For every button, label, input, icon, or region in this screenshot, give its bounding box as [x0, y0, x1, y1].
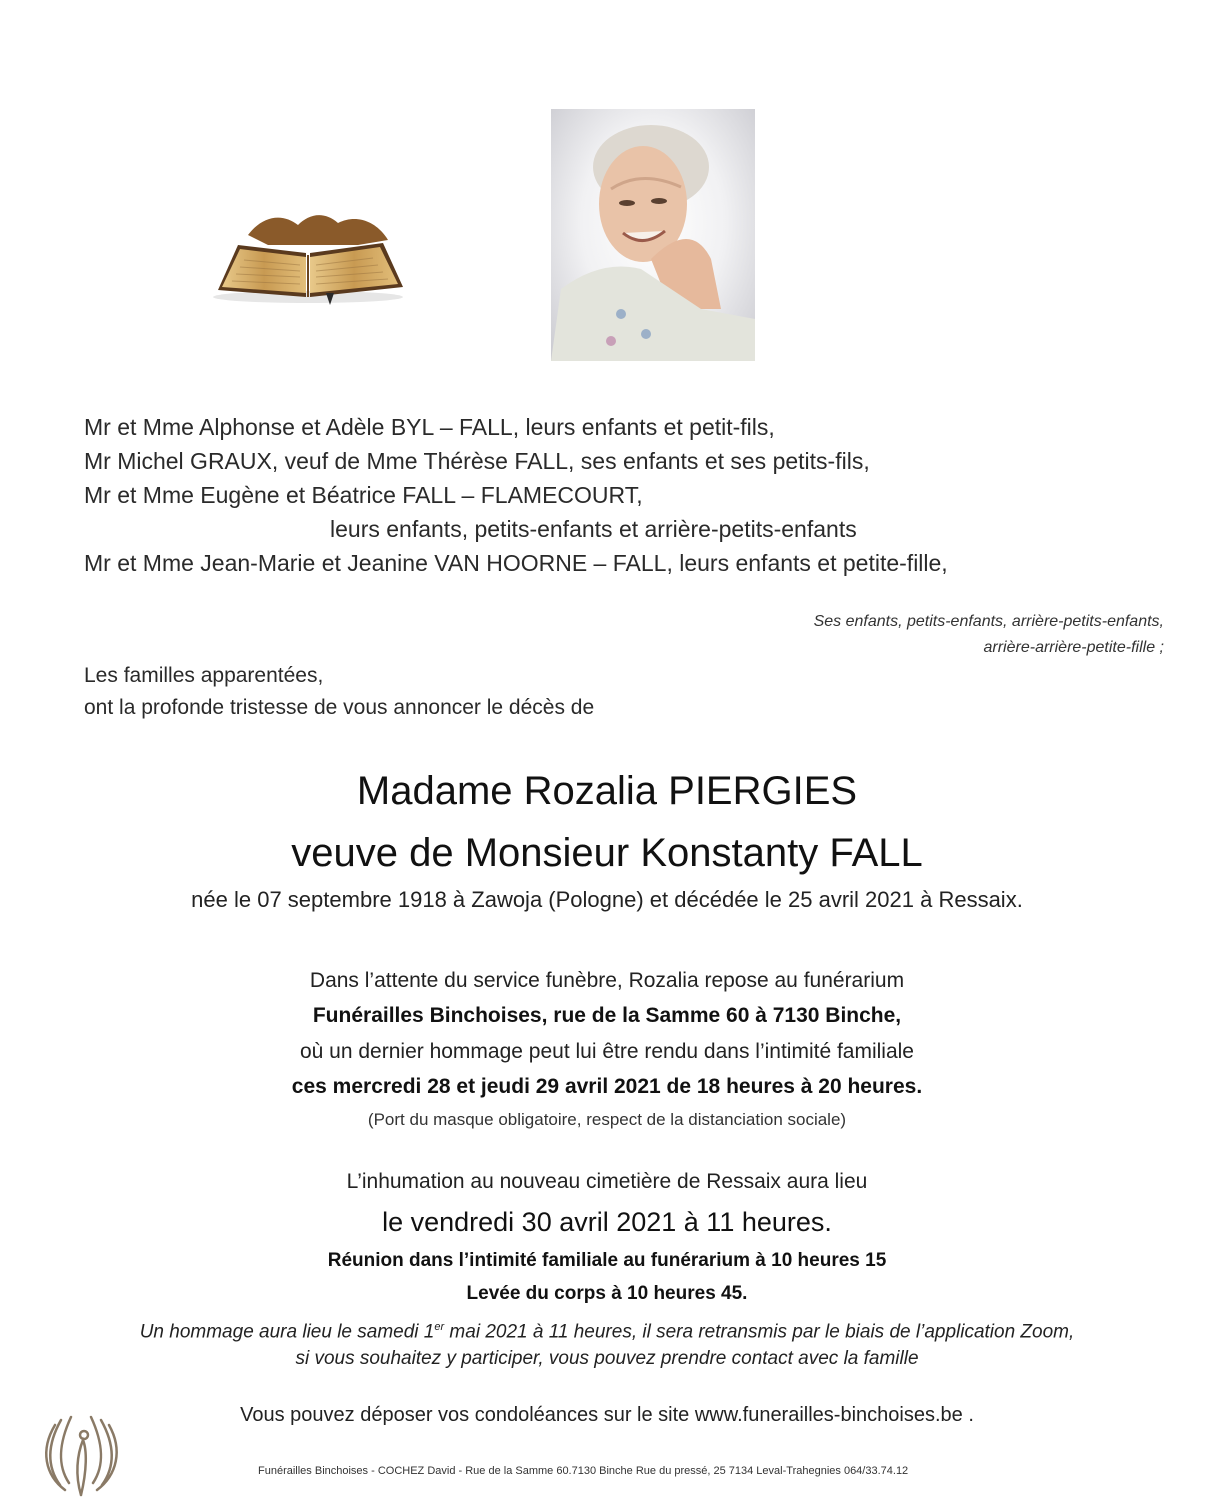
condolences-line: Vous pouvez déposer vos condoléances sur le site www.funerailles-binchoises.be . [240, 1404, 974, 1426]
burial-intro: L’inhumation au nouveau cimetière de Ressaix aura lieu [346, 1170, 868, 1193]
tribute-after: mai 2021 à 11 heures, il sera retransmis par le biais de l’application Zoom, [444, 1321, 1075, 1343]
relatives-line: Les familles apparentées, [84, 664, 324, 687]
burial-when: le vendredi 30 avril 2021 à 11 heures. [382, 1207, 832, 1237]
family-line-4: leurs enfants, petits-enfants et arrière-petits-enfants [330, 516, 857, 542]
deceased-dates: née le 07 septembre 1918 à Zawoja (Pologne) et décédée le 25 avril 2021 à Ressaix. [191, 887, 1023, 912]
visitation-text: où un dernier hommage peut lui être rendu dans l’intimité familiale [299, 1040, 914, 1063]
visitation-place: Funérailles Binchoises, rue de la Samme 60 à 7130 Binche, [312, 1004, 902, 1027]
phoenix-logo-icon [35, 1405, 130, 1500]
announcement-line: ont la profonde tristesse de vous annoncer le décès de [84, 696, 595, 719]
family-line-5: Mr et Mme Jean-Marie et Jeanine VAN HOORNE – FALL, leurs enfants et petite-fille, [84, 550, 948, 576]
descendants-line-1: Ses enfants, petits-enfants, arrière-petits-enfants, [813, 613, 1164, 630]
descendants-line-2: arrière-arrière-petite-fille ; [983, 639, 1164, 656]
visitation-note: (Port du masque obligatoire, respect de la distanciation sociale) [367, 1110, 847, 1129]
portrait-photo [551, 109, 755, 361]
burial-departure: Levée du corps à 10 heures 45. [466, 1283, 748, 1304]
tribute-sup: er [434, 1321, 445, 1333]
open-book-icon [208, 205, 408, 305]
deceased-name: Madame Rozalia PIERGIES [356, 769, 858, 813]
family-line-1: Mr et Mme Alphonse et Adèle BYL – FALL, leurs enfants et petit-fils, [84, 414, 775, 440]
footer-address: Funérailles Binchoises - COCHEZ David - Rue de la Samme 60.7130 Binche Rue du pressé, 25 7134 Leval-Trahegnies 064/33.74.12 [258, 1465, 909, 1477]
burial-meeting: Réunion dans l’intimité familiale au funérarium à 10 heures 15 [327, 1250, 887, 1271]
tribute-before: Un hommage aura lieu le samedi 1 [139, 1321, 435, 1343]
family-line-2: Mr Michel GRAUX, veuf de Mme Thérèse FALL, ses enfants et ses petits-fils, [84, 448, 870, 474]
visitation-intro: Dans l’attente du service funèbre, Rozalia repose au funérarium [309, 969, 905, 992]
tribute-line-2: si vous souhaitez y participer, vous pouvez prendre contact avec la famille [295, 1348, 919, 1369]
deceased-spouse: veuve de Monsieur Konstanty FALL [291, 831, 923, 875]
visitation-when: ces mercredi 28 et jeudi 29 avril 2021 de 18 heures à 20 heures. [291, 1075, 923, 1098]
tribute-line-1 [0, 1313, 1214, 1346]
family-line-3: Mr et Mme Eugène et Béatrice FALL – FLAMECOURT, [84, 482, 643, 508]
